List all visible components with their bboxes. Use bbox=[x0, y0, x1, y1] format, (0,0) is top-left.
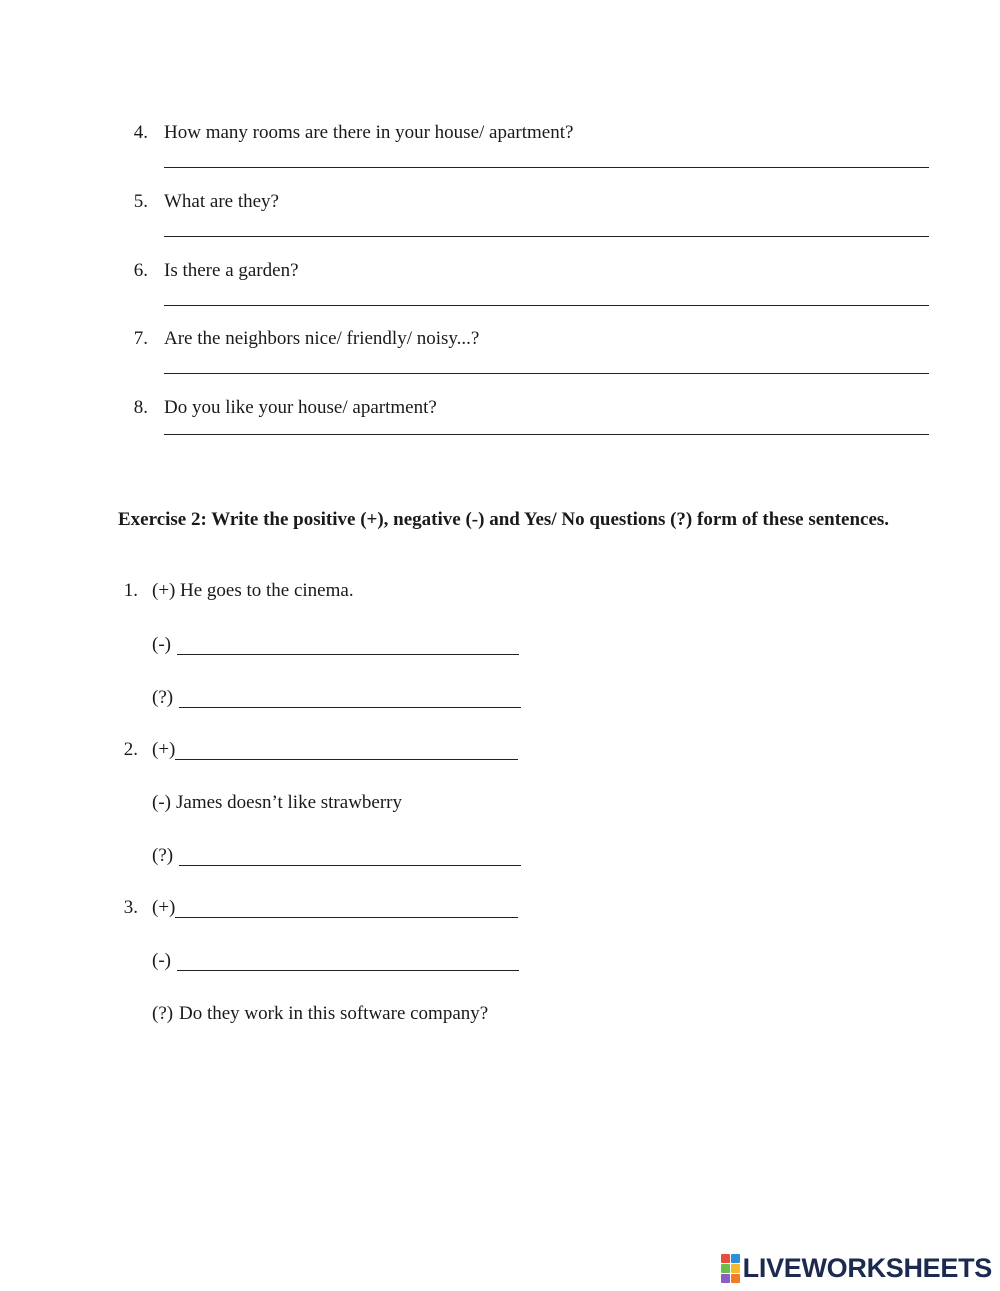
question-text: What are they? bbox=[164, 191, 279, 212]
answer-blank[interactable] bbox=[179, 865, 521, 866]
item-3-negative bbox=[0, 949, 1000, 975]
question-text: Is there a garden? bbox=[164, 260, 299, 281]
item-1-negative bbox=[0, 633, 1000, 659]
given-sentence: Do they work in this software company? bbox=[179, 1003, 489, 1024]
negative-sign: (-) bbox=[152, 792, 171, 813]
question-7 bbox=[0, 327, 1000, 397]
question-sign: (?) bbox=[152, 687, 174, 708]
question-sign: (?) bbox=[152, 1003, 174, 1024]
item-number: 2. bbox=[123, 739, 138, 760]
item-1-positive bbox=[0, 579, 1000, 605]
question-6 bbox=[0, 259, 1000, 329]
question-number: 6. bbox=[133, 260, 148, 281]
item-2-question bbox=[0, 844, 1000, 870]
question-number: 7. bbox=[133, 328, 148, 349]
answer-blank[interactable] bbox=[175, 759, 518, 760]
answer-line[interactable] bbox=[164, 167, 929, 168]
exercise-2-heading: Exercise 2: Write the positive (+), negative (-) and Yes/ No questions (?) form of these sentences. bbox=[118, 509, 890, 530]
logo-wordmark: LIVEWORKSHEETS bbox=[742, 1252, 992, 1283]
item-number: 1. bbox=[123, 580, 138, 601]
question-number: 4. bbox=[133, 122, 148, 143]
question-number: 5. bbox=[133, 191, 148, 212]
answer-line[interactable] bbox=[164, 305, 929, 306]
question-sign: (?) bbox=[152, 845, 174, 866]
given-sentence: James doesn’t like strawberry bbox=[176, 792, 403, 813]
item-2-negative bbox=[0, 791, 1000, 817]
item-3-positive bbox=[0, 896, 1000, 922]
positive-sign: (+) bbox=[152, 897, 176, 918]
item-number: 3. bbox=[123, 897, 138, 918]
question-number: 8. bbox=[133, 397, 148, 418]
item-3-question bbox=[0, 1002, 1000, 1028]
question-text: How many rooms are there in your house/ apartment? bbox=[164, 122, 574, 143]
answer-line[interactable] bbox=[164, 236, 929, 237]
answer-blank[interactable] bbox=[177, 970, 519, 971]
answer-blank[interactable] bbox=[177, 654, 519, 655]
negative-sign: (-) bbox=[152, 634, 171, 655]
answer-line[interactable] bbox=[164, 434, 929, 435]
liveworksheets-blocks-icon bbox=[721, 1254, 740, 1283]
answer-line[interactable] bbox=[164, 373, 929, 374]
negative-sign: (-) bbox=[152, 950, 171, 971]
question-8 bbox=[0, 396, 1000, 466]
positive-sign: (+) bbox=[152, 739, 176, 760]
question-text: Are the neighbors nice/ friendly/ noisy...? bbox=[164, 328, 480, 349]
answer-blank[interactable] bbox=[179, 707, 521, 708]
question-text: Do you like your house/ apartment? bbox=[164, 397, 437, 418]
item-1-question bbox=[0, 686, 1000, 712]
question-5 bbox=[0, 190, 1000, 260]
answer-blank[interactable] bbox=[175, 917, 518, 918]
question-4 bbox=[0, 121, 1000, 191]
liveworksheets-logo bbox=[721, 1253, 992, 1283]
given-sentence: He goes to the cinema. bbox=[180, 580, 354, 601]
positive-sign: (+) bbox=[152, 580, 176, 601]
item-2-positive bbox=[0, 738, 1000, 764]
